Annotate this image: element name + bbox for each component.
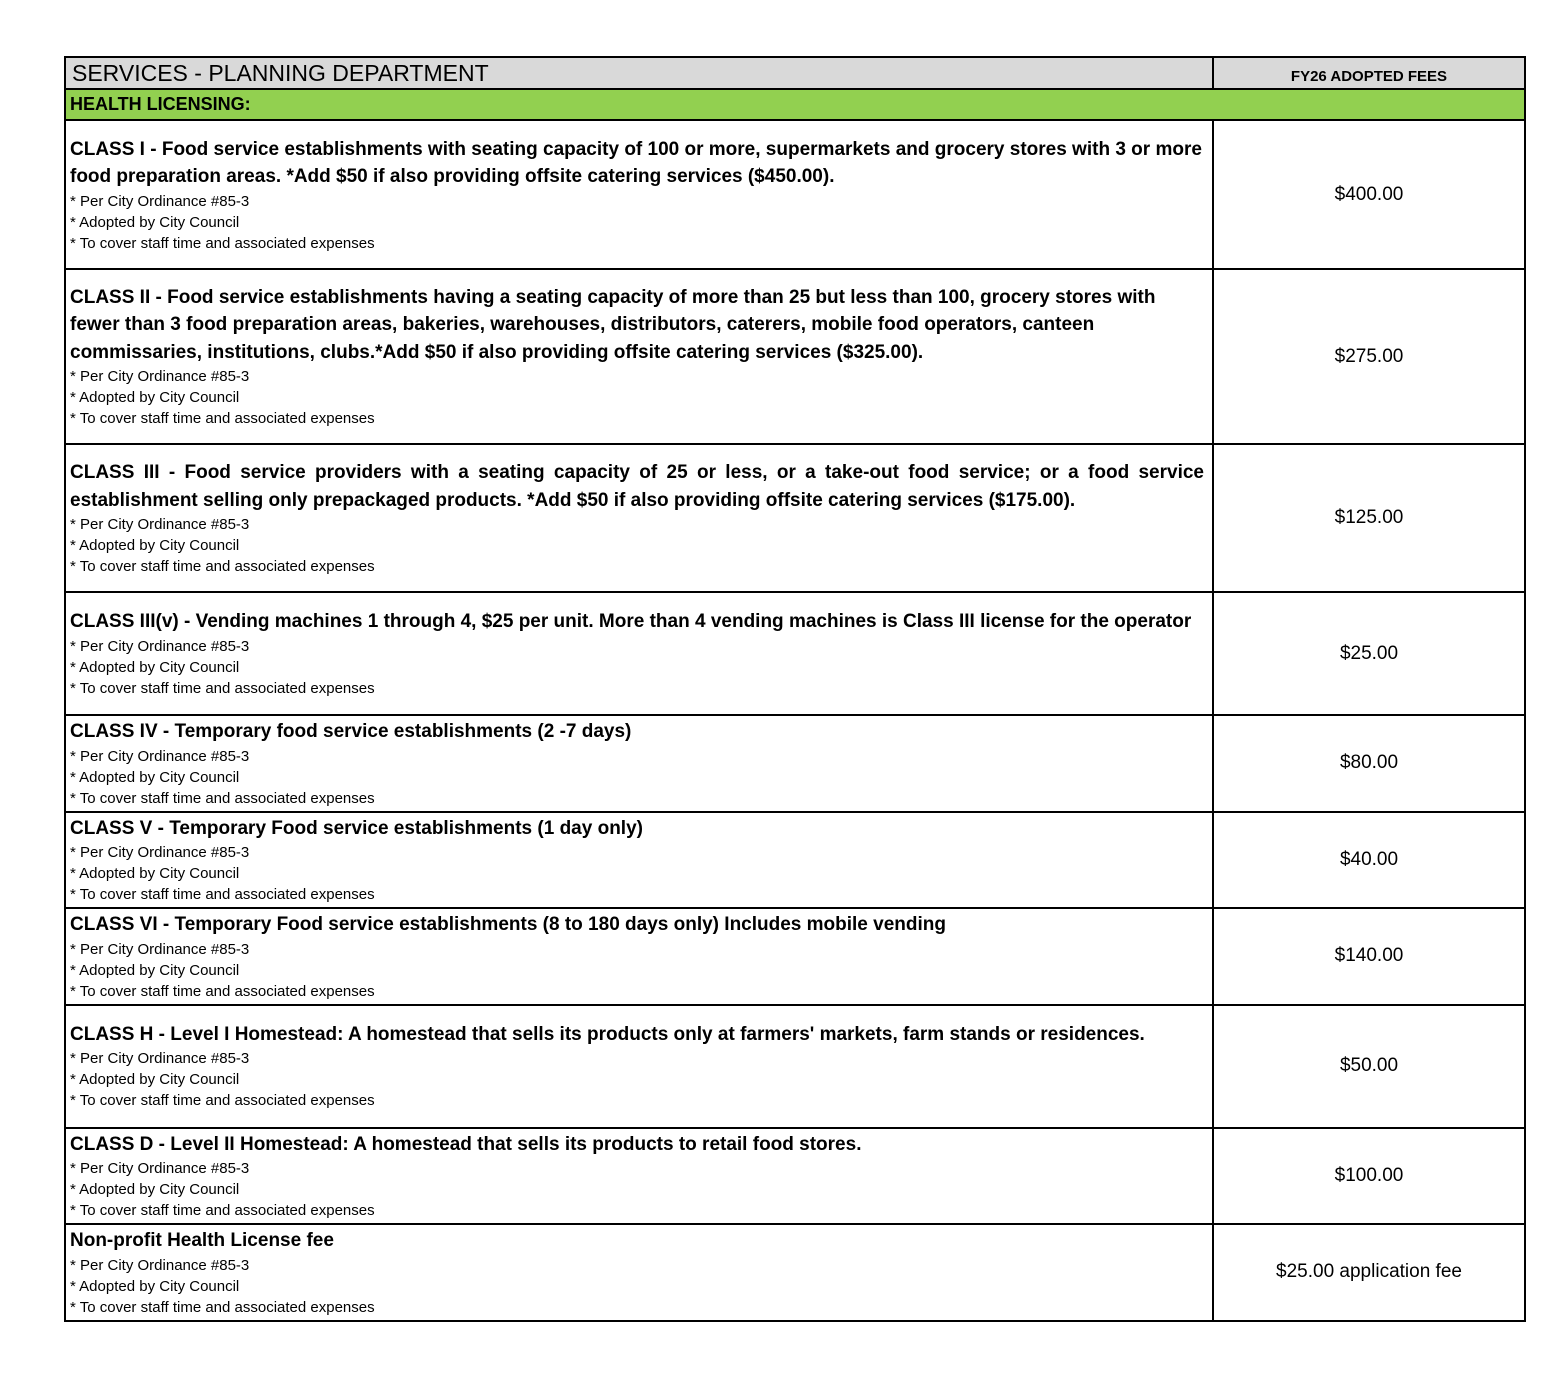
license-description: CLASS II - Food service establishments having a seating capacity of more than 25 but less than 100, grocery stores with fewer than 3 food preparation areas, bakeries, warehouses, distributors, caterers, mobile food operators, canteen commissaries, institutions, clubs.*Add $50 if also providing offsite catering services ($325.00).: [70, 286, 1156, 363]
table-header-row: [65, 57, 1525, 89]
note-line: * Per City Ordinance #85-3: [70, 1050, 250, 1068]
note-line: * Per City Ordinance #85-3: [70, 192, 250, 210]
note-line: * Adopted by City Council: [70, 865, 240, 882]
note-line: * To cover staff time and associated expenses: [70, 1202, 375, 1219]
license-description: CLASS V - Temporary Food service establishments (1 day only): [70, 817, 643, 839]
table-row: [65, 1128, 1525, 1225]
fee-value: $25.00: [1213, 592, 1525, 715]
header-fee-cell: [1213, 57, 1525, 89]
license-description: CLASS I - Food service establishments with seating capacity of 100 or more, supermarkets and grocery stores with 3 or more food preparation areas. *Add $50 if also providing offsite catering services ($450.00).: [70, 138, 1202, 187]
license-description: CLASS III - Food service providers with a seating capacity of 25 or less, or a take-out food service; or a food service establishment selling only prepackaged products. *Add $50 if also providing offsite catering services ($175.00).: [70, 462, 1204, 511]
note-line: * To cover staff time and associated expenses: [70, 982, 375, 1000]
note-line: * Adopted by City Council: [70, 1181, 240, 1198]
description-cell: [65, 444, 1213, 592]
note-line: * Adopted by City Council: [70, 537, 240, 554]
description-cell: [65, 269, 1213, 444]
note-line: * Per City Ordinance #85-3: [70, 844, 250, 861]
note-line: * Adopted by City Council: [70, 1277, 240, 1295]
note-line: * Per City Ordinance #85-3: [70, 368, 250, 386]
table-row: [65, 812, 1525, 909]
table-row: [65, 715, 1525, 812]
note-line: * To cover staff time and associated expenses: [70, 1092, 375, 1110]
description-cell: [65, 592, 1213, 715]
description-cell: [65, 120, 1213, 269]
fee-column-header: FY26 ADOPTED FEES: [1290, 67, 1448, 85]
fee-value: $100.00: [1213, 1128, 1525, 1225]
description-cell: [65, 1128, 1213, 1225]
note-line: * To cover staff time and associated expenses: [70, 679, 375, 697]
description-cell: [65, 715, 1213, 812]
section-title: HEALTH LICENSING:: [65, 89, 1525, 120]
note-line: * To cover staff time and associated expenses: [70, 234, 375, 252]
license-description: CLASS H - Level I Homestead: A homestead that sells its products only at farmers' markets, farm stands or residences.: [70, 1023, 1145, 1045]
table-row: [65, 592, 1525, 715]
note-line: * Adopted by City Council: [70, 213, 240, 231]
fee-schedule-sheet: [64, 56, 1524, 1322]
note-line: * Adopted by City Council: [70, 1071, 240, 1089]
table-row: [65, 120, 1525, 269]
table-row: [65, 444, 1525, 592]
license-description: CLASS D - Level II Homestead: A homestead that sells its products to retail food stores.: [70, 1133, 862, 1155]
description-cell: [65, 1224, 1213, 1321]
note-line: * Per City Ordinance #85-3: [70, 747, 250, 765]
note-line: * Adopted by City Council: [70, 658, 240, 676]
table-row: [65, 1224, 1525, 1321]
license-description: CLASS VI - Temporary Food service establishments (8 to 180 days only) Includes mobile vending: [70, 914, 946, 935]
note-line: * To cover staff time and associated expenses: [70, 1298, 375, 1316]
fee-value: $80.00: [1213, 715, 1525, 812]
note-line: * Adopted by City Council: [70, 768, 240, 786]
fee-value: $275.00: [1213, 269, 1525, 444]
fee-value: $125.00: [1213, 444, 1525, 592]
note-line: * Adopted by City Council: [70, 389, 240, 407]
note-line: * To cover staff time and associated expenses: [70, 410, 375, 428]
fee-value: $40.00: [1213, 812, 1525, 909]
note-line: * To cover staff time and associated expenses: [70, 558, 375, 575]
table-row: [65, 908, 1525, 1005]
note-line: * Per City Ordinance #85-3: [70, 1256, 250, 1274]
table-row: [65, 269, 1525, 444]
fee-value: $400.00: [1213, 120, 1525, 269]
description-cell: [65, 812, 1213, 909]
table-row: [65, 1005, 1525, 1128]
fee-value: $50.00: [1213, 1005, 1525, 1128]
header-title-cell: [65, 57, 1213, 89]
note-line: * Adopted by City Council: [70, 961, 240, 979]
license-description: CLASS IV - Temporary food service establishments (2 -7 days): [70, 721, 632, 742]
fee-value: $25.00 application fee: [1213, 1224, 1525, 1321]
section-row: [65, 89, 1525, 120]
description-cell: [65, 908, 1213, 1005]
fee-value: $140.00: [1213, 908, 1525, 1005]
note-line: * Per City Ordinance #85-3: [70, 516, 250, 533]
license-description: Non-profit Health License fee: [70, 1230, 334, 1251]
note-line: * Per City Ordinance #85-3: [70, 1160, 250, 1177]
fee-table: [64, 56, 1526, 1322]
note-line: * To cover staff time and associated expenses: [70, 789, 375, 807]
header-title: SERVICES - PLANNING DEPARTMENT: [72, 60, 489, 86]
note-line: * Per City Ordinance #85-3: [70, 637, 250, 655]
note-line: * Per City Ordinance #85-3: [70, 940, 250, 958]
note-line: * To cover staff time and associated expenses: [70, 886, 375, 903]
license-description: CLASS III(v) - Vending machines 1 through 4, $25 per unit. More than 4 vending machines is Class III license for the operator: [70, 611, 1192, 633]
description-cell: [65, 1005, 1213, 1128]
